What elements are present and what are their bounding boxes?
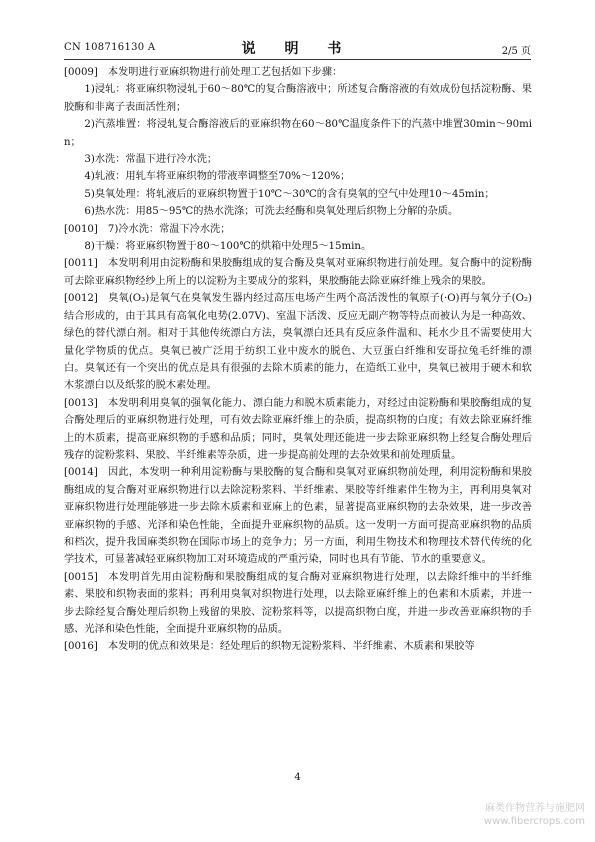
paragraph: [64, 186, 532, 203]
header-rule: [64, 59, 531, 60]
paragraph-text: 本发明利用臭氧的强氧化能力、漂白能力和脱木质素能力，对经过由淀粉酶和果胶酶组成的复合酶处理后的亚麻织物进行处理，可有效去除亚麻纤维上的杂质，提高织物的白度；有效去除亚麻纤维上的木质素，提高亚麻织物的手感和品质；同时，臭氧处理还能进一步去除亚麻织物上经复合酶处理后残存的淀粉浆料、果胶、半纤维素等杂质，进一步提高前处理的去杂效果和前处理质量。: [64, 397, 532, 461]
watermark-line-1: 麻类作物营养与施肥网: [485, 803, 585, 814]
paragraph-text: 本发明进行亚麻织物进行前处理工艺包括如下步骤：: [107, 67, 343, 78]
paragraph: [64, 395, 532, 465]
paragraph-number: [0009]: [64, 67, 98, 78]
page-indicator: 2/5 页: [501, 46, 531, 57]
paragraph-text: 5)臭氧处理：将轧液后的亚麻织物置于10℃～30℃的含有臭氧的空气中处理10～45min；: [84, 188, 495, 200]
paragraph: [64, 81, 532, 116]
paragraph-text: 1)浸轧：将亚麻织物浸轧于60～80℃的复合酶溶液中；所述复合酶溶液的有效成份包括淀粉酶、果胶酶和非离子表面活性剂；: [64, 84, 532, 113]
paragraph: [64, 238, 532, 255]
paragraph: [64, 638, 532, 655]
watermark: [484, 802, 585, 828]
document-body: [64, 64, 532, 656]
paragraph: [64, 569, 532, 639]
paragraph: [64, 464, 532, 568]
paragraph-text: 本发明的优点和效果是：经处理后的织物无淀粉浆料、半纤维素、木质素和果胶等: [107, 641, 475, 653]
paragraph: [64, 64, 532, 81]
paragraph-text: 臭氧(O₃)是氧气在臭氧发生器内经过高压电场产生两个高活泼性的氧原子(·O)再与氧分子(O₂)结合形成的，由于其具有高氧化电势(2.07V)、室温下活泼、反应无副产物等特点而被认为是一种高效、绿色的替代漂白剂。相对于其他传统漂白方法，臭氧漂白还具有反应条件温和、耗水少且不需要使用大量化学物质的优点。臭氧已被广泛用于纺织工业中废水的脱色、大豆蛋白纤维和安哥拉兔毛纤维的漂白。臭氧还有一个突出的优点是具有很强的去除木质素的能力，在造纸工业中，臭氧已被用于硬木和软木浆漂白以及纸浆的脱木素处理。: [64, 293, 532, 392]
publication-number: CN 108716130 A: [64, 42, 156, 53]
paragraph-number: [0012]: [64, 293, 98, 305]
watermark-line-2: www.fibercrops.com: [483, 816, 585, 827]
paragraph: [64, 168, 532, 185]
paragraph-text: 3)水洗：常温下进行冷水洗；: [84, 154, 218, 166]
page-header: [64, 38, 531, 58]
paragraph-number: [0013]: [64, 397, 98, 409]
paragraph: [64, 221, 532, 238]
paragraph: [64, 290, 532, 394]
paragraph-text: 2)汽蒸堆置：将浸轧复合酶溶液后的亚麻织物在60～80℃温度条件下的汽蒸中堆置30min～90min；: [64, 119, 532, 148]
page-number: 4: [294, 772, 301, 783]
paragraph-number: [0014]: [64, 467, 98, 479]
paragraph: [64, 116, 532, 151]
paragraph: [64, 151, 532, 168]
paragraph-text: 8)干燥：将亚麻织物置于80～100℃的烘箱中处理5～15min。: [84, 241, 372, 253]
document-title: 说 明 书: [241, 41, 354, 57]
paragraph: [64, 255, 532, 290]
paragraph-text: 因此，本发明一种利用淀粉酶与果胶酶的复合酶和臭氧对亚麻织物前处理，利用淀粉酶和果胶酶组成的复合酶对亚麻织物进行以去除淀粉浆料、半纤维素、果胶等纤维素伴生物为主，再利用臭氧对亚麻织物进行处理能够进一步去除木质素和亚麻上的色素，显著提高亚麻织物的去杂效果，进一步改善亚麻织物的手感、光泽和染色性能，全面提升亚麻织物的品质。这一发明一方面可提高亚麻织物的品质和档次，提升我国麻类织物在国际市场上的竞争力；另一方面，利用生物技术和物理技术替代传统的化学技术，可显著减轻亚麻织物加工对环境造成的严重污染，同时也具有节能、节水的重要意义。: [64, 467, 532, 566]
paragraph-text: 7)冷水洗：常温下冷水洗；: [107, 223, 231, 235]
paragraph-number: [0010]: [64, 223, 98, 235]
paragraph-text: 4)轧液：用轧车将亚麻织物的带液率调整至70%～120%；: [84, 171, 351, 183]
paragraph-text: 本发明首先用由淀粉酶和果胶酶组成的复合酶对亚麻织物进行处理，以去除纤维中的半纤维素、果胶和织物表面的浆料；再利用臭氧对织物进行处理，以去除亚麻纤维上的色素和木质素，并进一步去除经复合酶处理后织物上残留的果胶、淀粉浆料等，以提高织物白度，并进一步改善亚麻织物的手感、光泽和染色性能，全面提升亚麻织物的品质。: [64, 571, 532, 635]
paragraph-number: [0016]: [64, 641, 98, 653]
paragraph-text: 本发明利用由淀粉酶和果胶酶组成的复合酶及臭氧对亚麻织物进行前处理。复合酶中的淀粉酶可去除亚麻织物经纱上所上的以淀粉为主要成分的浆料，果胶酶能去除亚麻纤维上残余的果胶。: [64, 258, 532, 287]
paragraph-number: [0011]: [64, 258, 98, 270]
paragraph: [64, 203, 532, 220]
paragraph-text: 6)热水洗：用85～95℃的热水洗涤；可洗去经酶和臭氧处理后织物上分解的杂质。: [84, 206, 459, 218]
paragraph-number: [0015]: [64, 571, 98, 583]
